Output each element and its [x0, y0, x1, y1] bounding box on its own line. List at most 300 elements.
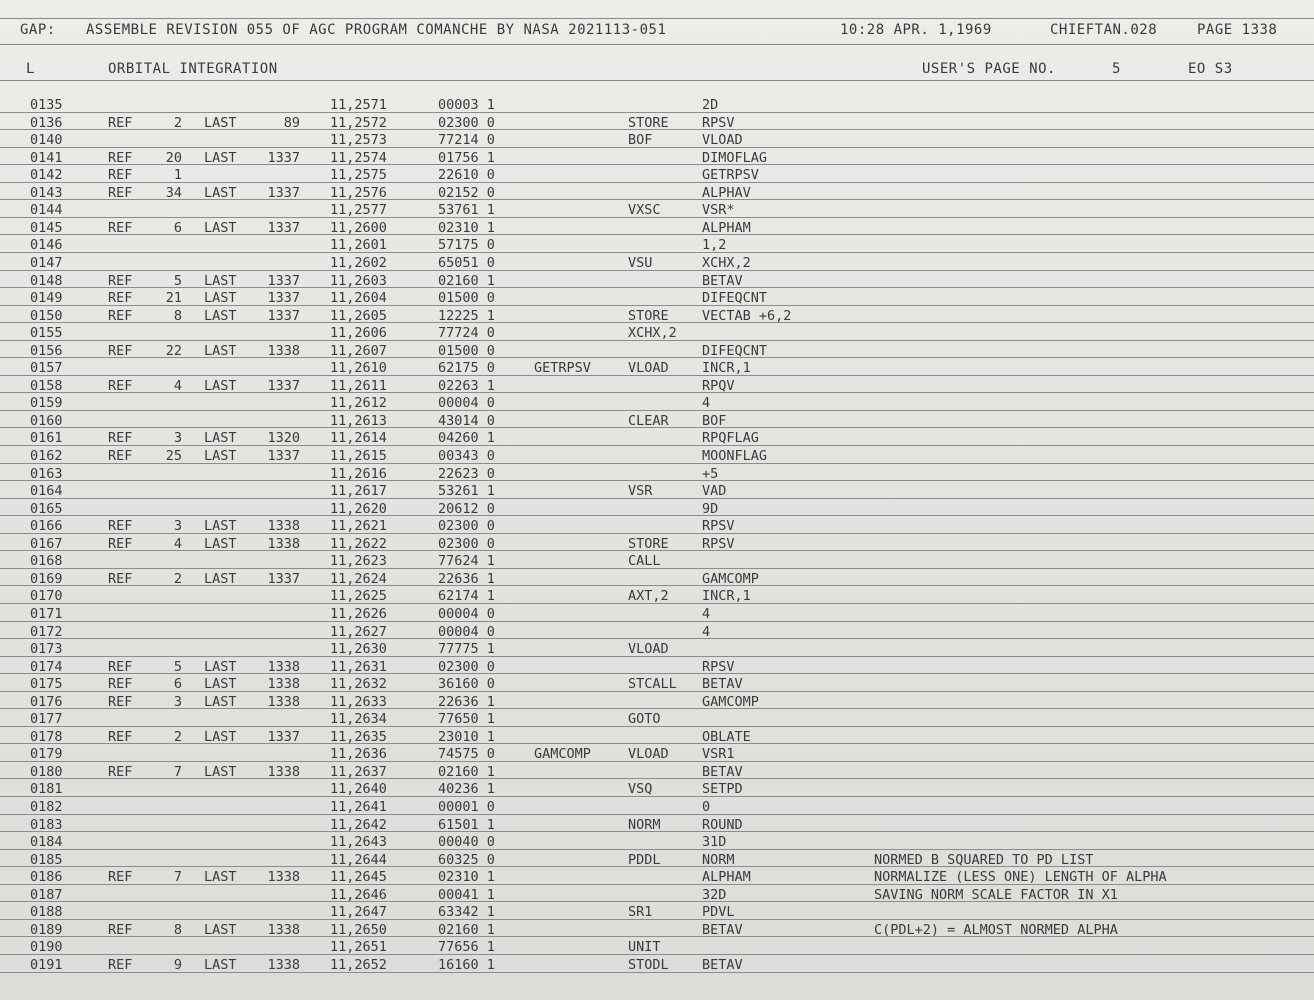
row-ref: REF	[108, 307, 133, 324]
row-ref: REF	[108, 430, 133, 447]
row-code: 02152 0	[438, 184, 495, 201]
row-last: LAST	[204, 570, 237, 587]
listing-row	[0, 305, 1314, 324]
row-addr: 11,2633	[330, 693, 387, 710]
row-code: 40236 1	[438, 781, 495, 798]
row-arg: 9D	[702, 500, 719, 517]
row-line: 0175	[30, 676, 63, 693]
row-lastn: 1338	[267, 518, 300, 535]
row-code: 23010 1	[438, 728, 495, 745]
row-line: 0184	[30, 834, 63, 851]
row-code: 02300 0	[438, 658, 495, 675]
row-arg: VAD	[702, 483, 727, 500]
row-addr: 11,2641	[330, 799, 387, 815]
row-line: 0143	[30, 184, 63, 201]
row-addr: 11,2617	[330, 483, 387, 500]
row-addr: 11,2644	[330, 851, 387, 868]
row-code: 22623 0	[438, 465, 495, 482]
row-line: 0170	[30, 588, 63, 605]
row-addr: 11,2606	[330, 325, 387, 342]
row-addr: 11,2643	[330, 834, 387, 851]
row-op: VSU	[628, 254, 653, 271]
row-last: LAST	[204, 149, 237, 166]
row-line: 0146	[30, 237, 63, 254]
row-arg: 0	[702, 799, 711, 815]
row-arg: RPQV	[702, 377, 735, 394]
row-line: 0161	[30, 430, 63, 447]
row-code: 00001 0	[438, 799, 495, 815]
listing-row	[0, 901, 1314, 920]
listing-row	[0, 866, 1314, 885]
row-code: 02310 1	[438, 869, 495, 886]
users-page-label: USER'S PAGE NO.	[922, 61, 1056, 77]
listing-row	[0, 533, 1314, 552]
row-arg: 4	[702, 395, 711, 412]
row-line: 0189	[30, 921, 63, 938]
row-last: LAST	[204, 658, 237, 675]
row-addr: 11,2646	[330, 886, 387, 903]
row-refn: 2	[173, 114, 182, 131]
row-lastn: 1338	[267, 956, 300, 973]
row-line: 0155	[30, 325, 63, 342]
row-last: LAST	[204, 307, 237, 324]
row-addr: 11,2574	[330, 149, 387, 166]
row-refn: 6	[173, 219, 182, 236]
row-op: CLEAR	[628, 412, 669, 429]
row-line: 0158	[30, 377, 63, 394]
row-line: 0171	[30, 605, 63, 622]
row-refn: 2	[173, 570, 182, 587]
row-ref: REF	[108, 728, 133, 745]
row-lastn: 1337	[267, 377, 300, 394]
row-lastn: 1337	[267, 728, 300, 745]
row-lastn: 1338	[267, 869, 300, 886]
row-arg: DIMOFLAG	[702, 149, 768, 166]
listing-row	[0, 463, 1314, 482]
row-lastn: 1337	[267, 219, 300, 236]
row-line: 0144	[30, 202, 63, 219]
row-addr: 11,2637	[330, 763, 387, 780]
listing-row	[0, 182, 1314, 201]
row-addr: 11,2615	[330, 448, 387, 464]
row-op: XCHX,2	[628, 325, 677, 342]
page-number: PAGE 1338	[1197, 22, 1278, 38]
listing-row	[0, 831, 1314, 850]
listing-row	[0, 884, 1314, 903]
row-arg: 1,2	[702, 237, 727, 254]
listing-row	[0, 199, 1314, 218]
listing-row	[0, 270, 1314, 289]
listing-row	[0, 480, 1314, 499]
l-label: L	[26, 61, 35, 77]
row-arg: NORM	[702, 851, 735, 868]
row-code: 16160 1	[438, 956, 495, 973]
row-arg: INCR,1	[702, 588, 751, 605]
row-line: 0142	[30, 167, 63, 184]
row-code: 62174 1	[438, 588, 495, 605]
row-refn: 22	[165, 342, 182, 359]
row-code: 53761 1	[438, 202, 495, 219]
row-addr: 11,2622	[330, 535, 387, 552]
row-op: CALL	[628, 553, 661, 570]
row-line: 0188	[30, 904, 63, 921]
row-refn: 21	[165, 290, 182, 307]
row-code: 65051 0	[438, 254, 495, 271]
row-refn: 5	[173, 272, 182, 289]
row-line: 0177	[30, 711, 63, 728]
eo-label: EO S3	[1188, 61, 1233, 77]
row-addr: 11,2613	[330, 412, 387, 429]
row-ref: REF	[108, 149, 133, 166]
row-arg: GAMCOMP	[702, 693, 759, 710]
row-code: 02310 1	[438, 219, 495, 236]
row-op: AXT,2	[628, 588, 669, 605]
row-line: 0159	[30, 395, 63, 412]
listing-row	[0, 164, 1314, 183]
row-code: 01500 0	[438, 342, 495, 359]
row-addr: 11,2624	[330, 570, 387, 587]
row-addr: 11,2651	[330, 939, 387, 956]
listing-row	[0, 708, 1314, 727]
row-refn: 9	[173, 956, 182, 973]
row-last: LAST	[204, 869, 237, 886]
row-line: 0185	[30, 851, 63, 868]
listing-row	[0, 392, 1314, 411]
listing-row	[0, 129, 1314, 148]
row-line: 0136	[30, 114, 63, 131]
subheader-rule	[0, 80, 1314, 81]
row-addr: 11,2621	[330, 518, 387, 535]
row-ref: REF	[108, 342, 133, 359]
listing-row	[0, 568, 1314, 587]
row-line: 0186	[30, 869, 63, 886]
row-code: 02300 0	[438, 518, 495, 535]
row-code: 00041 1	[438, 886, 495, 903]
row-refn: 3	[173, 693, 182, 710]
row-line: 0187	[30, 886, 63, 903]
row-code: 60325 0	[438, 851, 495, 868]
listing-row	[0, 234, 1314, 253]
row-code: 12225 1	[438, 307, 495, 324]
row-addr: 11,2604	[330, 290, 387, 307]
row-op: STCALL	[628, 676, 677, 693]
listing-row	[0, 778, 1314, 797]
listing-row	[0, 743, 1314, 762]
row-addr: 11,2602	[330, 254, 387, 271]
listing-row	[0, 761, 1314, 780]
row-op: VSR	[628, 483, 653, 500]
row-line: 0145	[30, 219, 63, 236]
row-code: 00004 0	[438, 605, 495, 622]
row-refn: 3	[173, 430, 182, 447]
row-line: 0169	[30, 570, 63, 587]
row-line: 0181	[30, 781, 63, 798]
row-addr: 11,2652	[330, 956, 387, 973]
row-lastn: 1337	[267, 448, 300, 464]
row-code: 02263 1	[438, 377, 495, 394]
row-last: LAST	[204, 184, 237, 201]
listing-row	[0, 919, 1314, 938]
listing-row	[0, 322, 1314, 341]
row-op: VLOAD	[628, 641, 669, 658]
row-lastn: 1337	[267, 570, 300, 587]
row-code: 02160 1	[438, 763, 495, 780]
row-line: 0178	[30, 728, 63, 745]
row-arg: RPSV	[702, 114, 735, 131]
row-op: STORE	[628, 307, 669, 324]
row-ref: REF	[108, 167, 133, 184]
row-arg: VSR1	[702, 746, 735, 763]
row-code: 01500 0	[438, 290, 495, 307]
row-addr: 11,2577	[330, 202, 387, 219]
row-code: 63342 1	[438, 904, 495, 921]
row-line: 0166	[30, 518, 63, 535]
row-arg: 31D	[702, 834, 727, 851]
row-code: 22636 1	[438, 693, 495, 710]
top-rule	[0, 18, 1314, 19]
row-addr: 11,2645	[330, 869, 387, 886]
row-lastn: 1337	[267, 290, 300, 307]
row-ref: REF	[108, 290, 133, 307]
listing-row	[0, 585, 1314, 604]
row-last: LAST	[204, 448, 237, 464]
row-lastn: 1338	[267, 921, 300, 938]
row-arg: 4	[702, 623, 711, 640]
header-rule	[0, 44, 1314, 45]
row-line: 0135	[30, 97, 63, 113]
row-code: 00040 0	[438, 834, 495, 851]
row-last: LAST	[204, 535, 237, 552]
row-last: LAST	[204, 921, 237, 938]
row-arg: ALPHAV	[702, 184, 751, 201]
row-arg: BETAV	[702, 921, 743, 938]
row-last: LAST	[204, 676, 237, 693]
listing-row	[0, 252, 1314, 271]
row-addr: 11,2642	[330, 816, 387, 833]
row-refn: 7	[173, 869, 182, 886]
row-arg: 2D	[702, 97, 719, 113]
row-arg: ALPHAM	[702, 219, 751, 236]
row-lastn: 1320	[267, 430, 300, 447]
listing-row	[0, 550, 1314, 569]
row-line: 0167	[30, 535, 63, 552]
row-lastn: 1338	[267, 676, 300, 693]
row-code: 02160 1	[438, 272, 495, 289]
row-addr: 11,2627	[330, 623, 387, 640]
row-ref: REF	[108, 114, 133, 131]
row-arg: INCR,1	[702, 360, 751, 377]
row-arg: BETAV	[702, 763, 743, 780]
row-addr: 11,2650	[330, 921, 387, 938]
row-op: VXSC	[628, 202, 661, 219]
row-arg: VLOAD	[702, 132, 743, 149]
row-ref: REF	[108, 219, 133, 236]
row-op: VLOAD	[628, 746, 669, 763]
row-lastn: 1338	[267, 693, 300, 710]
row-arg: +5	[702, 465, 719, 482]
row-ref: REF	[108, 658, 133, 675]
row-ref: REF	[108, 921, 133, 938]
row-addr: 11,2573	[330, 132, 387, 149]
row-arg: ALPHAM	[702, 869, 751, 886]
row-lastn: 1337	[267, 272, 300, 289]
row-refn: 2	[173, 728, 182, 745]
row-arg: BETAV	[702, 272, 743, 289]
row-arg: 4	[702, 605, 711, 622]
row-arg: GETRPSV	[702, 167, 759, 184]
listing-row	[0, 691, 1314, 710]
row-ref: REF	[108, 570, 133, 587]
row-code: 77656 1	[438, 939, 495, 956]
row-arg: VECTAB +6,2	[702, 307, 792, 324]
section-title: ORBITAL INTEGRATION	[108, 61, 278, 77]
row-last: LAST	[204, 956, 237, 973]
row-arg: BOF	[702, 412, 727, 429]
row-addr: 11,2640	[330, 781, 387, 798]
row-code: 00343 0	[438, 448, 495, 464]
row-addr: 11,2603	[330, 272, 387, 289]
row-code: 62175 0	[438, 360, 495, 377]
row-code: 74575 0	[438, 746, 495, 763]
row-lastn: 1338	[267, 342, 300, 359]
row-code: 57175 0	[438, 237, 495, 254]
row-refn: 4	[173, 535, 182, 552]
row-ref: REF	[108, 535, 133, 552]
listing-row	[0, 445, 1314, 464]
row-arg: RPQFLAG	[702, 430, 759, 447]
listing-row	[0, 954, 1314, 973]
row-addr: 11,2625	[330, 588, 387, 605]
listing-row	[0, 621, 1314, 640]
row-line: 0162	[30, 448, 63, 464]
row-code: 77724 0	[438, 325, 495, 342]
row-arg: DIFEQCNT	[702, 342, 768, 359]
row-refn: 6	[173, 676, 182, 693]
row-addr: 11,2572	[330, 114, 387, 131]
row-code: 02300 0	[438, 114, 495, 131]
row-op: UNIT	[628, 939, 661, 956]
row-lastn: 1338	[267, 535, 300, 552]
row-refn: 8	[173, 921, 182, 938]
listing-row	[0, 515, 1314, 534]
row-addr: 11,2620	[330, 500, 387, 517]
row-line: 0140	[30, 132, 63, 149]
row-refn: 8	[173, 307, 182, 324]
row-addr: 11,2614	[330, 430, 387, 447]
row-op: STORE	[628, 114, 669, 131]
row-code: 04260 1	[438, 430, 495, 447]
row-code: 22610 0	[438, 167, 495, 184]
row-line: 0168	[30, 553, 63, 570]
row-lastn: 1337	[267, 184, 300, 201]
row-ref: REF	[108, 184, 133, 201]
row-last: LAST	[204, 377, 237, 394]
listing-row	[0, 94, 1314, 113]
row-addr: 11,2634	[330, 711, 387, 728]
row-label: GAMCOMP	[534, 746, 591, 763]
listing-row	[0, 287, 1314, 306]
listing-row	[0, 410, 1314, 429]
row-addr: 11,2632	[330, 676, 387, 693]
row-line: 0165	[30, 500, 63, 517]
listing-row	[0, 375, 1314, 394]
row-last: LAST	[204, 763, 237, 780]
listing-row	[0, 673, 1314, 692]
row-code: 20612 0	[438, 500, 495, 517]
row-line: 0191	[30, 956, 63, 973]
row-code: 61501 1	[438, 816, 495, 833]
row-line: 0157	[30, 360, 63, 377]
listing-row	[0, 498, 1314, 517]
row-op: BOF	[628, 132, 653, 149]
listing-row	[0, 638, 1314, 657]
listing-row	[0, 726, 1314, 745]
row-arg: RPSV	[702, 518, 735, 535]
listing-row	[0, 849, 1314, 868]
row-arg: RPSV	[702, 535, 735, 552]
row-lastn: 89	[283, 114, 300, 131]
row-line: 0149	[30, 290, 63, 307]
row-refn: 25	[165, 448, 182, 464]
row-refn: 34	[165, 184, 182, 201]
row-ref: REF	[108, 956, 133, 973]
row-line: 0180	[30, 763, 63, 780]
assemble-title: ASSEMBLE REVISION 055 OF AGC PROGRAM COMANCHE BY NASA 2021113-051	[86, 22, 667, 38]
row-cmt: NORMALIZE (LESS ONE) LENGTH OF ALPHA	[874, 869, 1167, 886]
row-addr: 11,2623	[330, 553, 387, 570]
row-ref: REF	[108, 763, 133, 780]
row-line: 0172	[30, 623, 63, 640]
row-code: 77214 0	[438, 132, 495, 149]
row-code: 53261 1	[438, 483, 495, 500]
row-ref: REF	[108, 518, 133, 535]
row-addr: 11,2631	[330, 658, 387, 675]
row-line: 0160	[30, 412, 63, 429]
row-cmt: SAVING NORM SCALE FACTOR IN X1	[874, 886, 1118, 903]
row-op: PDDL	[628, 851, 661, 868]
row-cmt: NORMED B SQUARED TO PD LIST	[874, 851, 1094, 868]
row-code: 43014 0	[438, 412, 495, 429]
listing-row	[0, 112, 1314, 131]
row-arg: VSR*	[702, 202, 735, 219]
users-page-number: 5	[1112, 61, 1121, 77]
row-line: 0164	[30, 483, 63, 500]
row-refn: 5	[173, 658, 182, 675]
row-addr: 11,2575	[330, 167, 387, 184]
row-lastn: 1337	[267, 307, 300, 324]
row-refn: 1	[173, 167, 182, 184]
row-code: 77775 1	[438, 641, 495, 658]
row-line: 0174	[30, 658, 63, 675]
row-code: 22636 1	[438, 570, 495, 587]
row-op: NORM	[628, 816, 661, 833]
listing-row	[0, 603, 1314, 622]
row-code: 36160 0	[438, 676, 495, 693]
row-addr: 11,2612	[330, 395, 387, 412]
row-last: LAST	[204, 290, 237, 307]
row-last: LAST	[204, 342, 237, 359]
row-addr: 11,2626	[330, 605, 387, 622]
row-addr: 11,2605	[330, 307, 387, 324]
row-code: 01756 1	[438, 149, 495, 166]
row-arg: DIFEQCNT	[702, 290, 768, 307]
row-ref: REF	[108, 272, 133, 289]
row-last: LAST	[204, 728, 237, 745]
row-addr: 11,2616	[330, 465, 387, 482]
row-line: 0163	[30, 465, 63, 482]
listing-row	[0, 936, 1314, 955]
row-lastn: 1338	[267, 763, 300, 780]
